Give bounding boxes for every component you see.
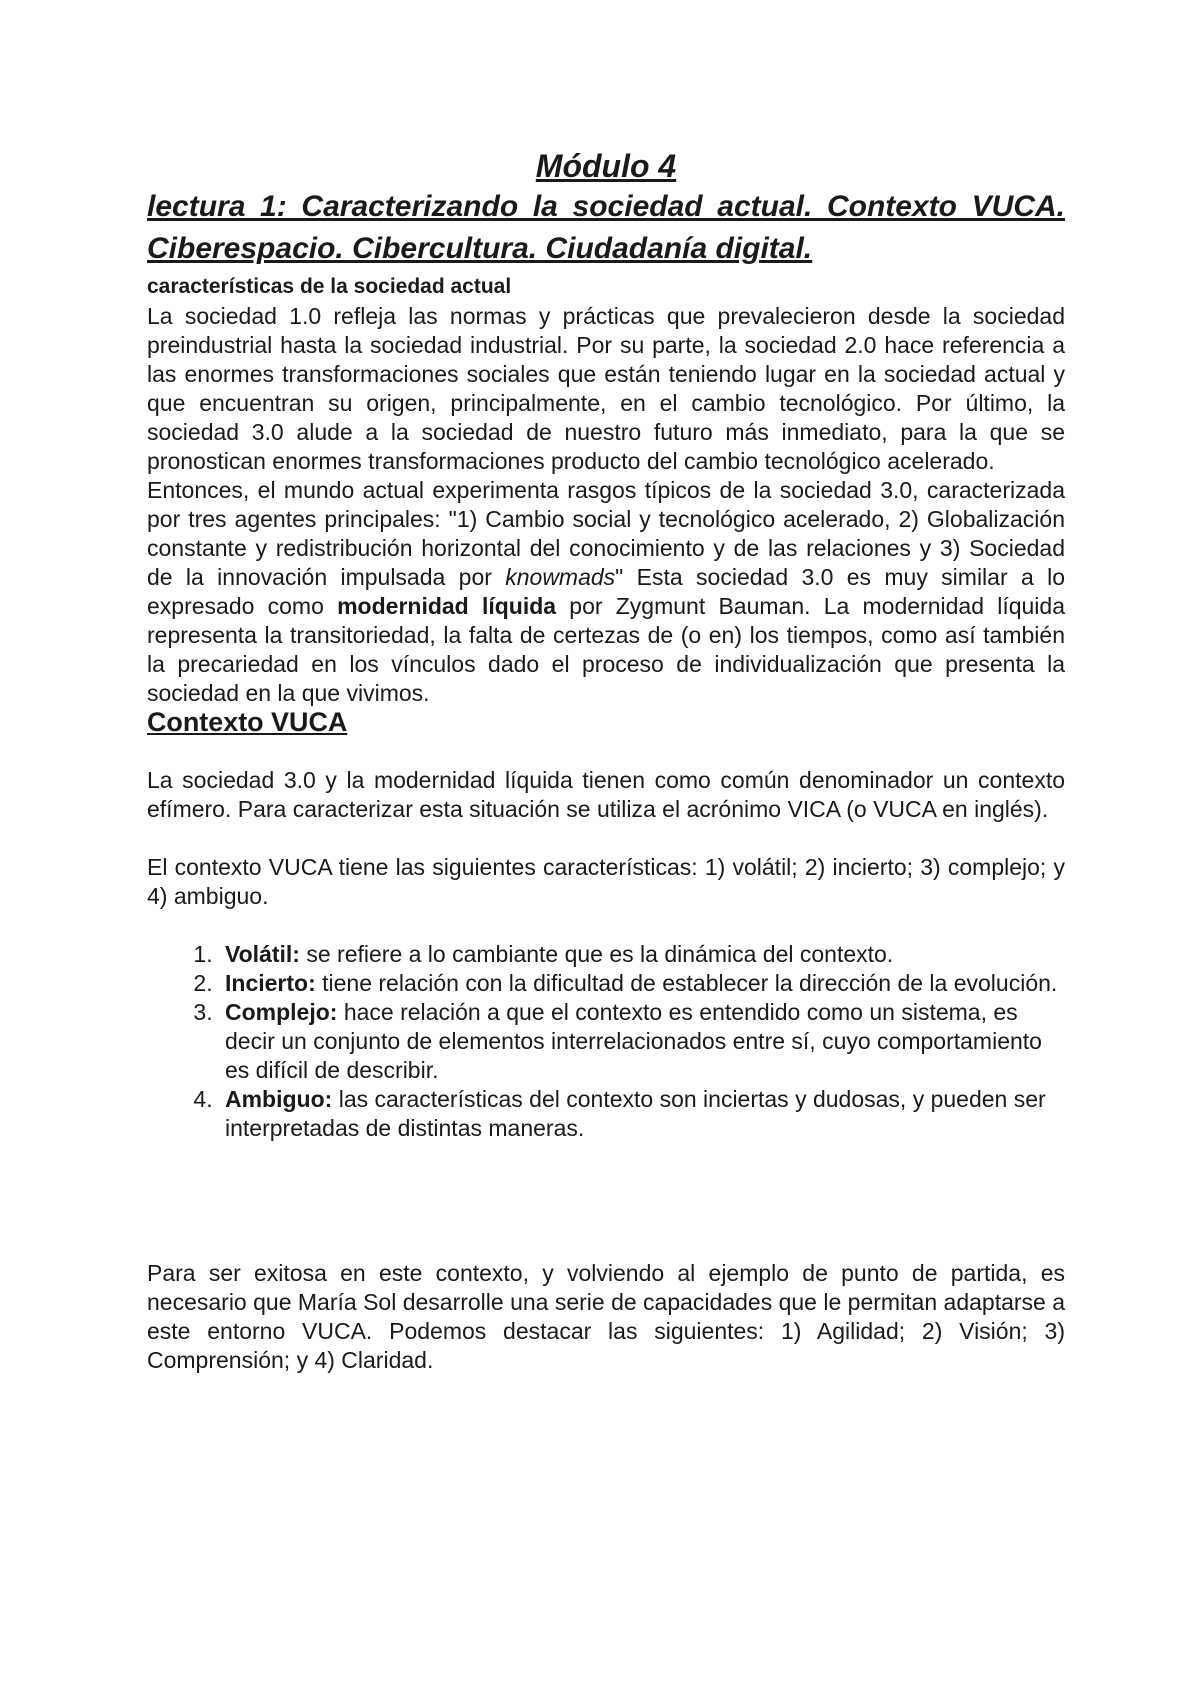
list-item [219,969,1065,998]
spacer [147,737,1065,766]
section-heading-sociedad-actual: características de la sociedad actual [147,275,512,298]
paragraph-text: " Esta sociedad 3.0 es muy similar a lo expresado como [147,564,1065,619]
list-text: hace relación a que el contexto es entendido como un sistema, es decir un conjunto de elementos interrelacionados entre sí, cuyo comportamiento es difícil de describir. [225,999,1042,1083]
paragraph-sociedad-versions: La sociedad 1.0 refleja las normas y prácticas que prevalecieron desde la sociedad preindustrial hasta la sociedad industrial. Por su parte, la sociedad 2.0 hace referencia a las enormes transformaciones sociales que están teniendo lugar en la sociedad actual y que encuentran su origen, principalmente, en el cambio tecnológico. Por último, la sociedad 3.0 alude a la sociedad de nuestro futuro más inmediato, para la que se pronostican enormes transformaciones producto del cambio tecnológico acelerado. [147,303,1065,474]
spacer [147,1143,1065,1259]
knowmads-term: knowmads [505,564,616,590]
list-item [219,940,1065,969]
list-term: Complejo: [225,999,338,1025]
spacer [147,824,1065,853]
paragraph-maria-sol: Para ser exitosa en este contexto, y volviendo al ejemplo de punto de partida, es necesario que María Sol desarrolle una serie de capacidades que le permitan adaptarse a este entorno VUCA. Podemos destacar las siguientes: 1) Agilidad; 2) Visión; 3) Comprensión; y 4) Claridad. [147,1260,1066,1373]
list-term: Volátil: [225,941,300,967]
spacer [147,911,1065,940]
document-page [147,146,1065,1375]
modernidad-liquida-term: modernidad líquida [337,593,557,619]
list-item [219,998,1065,1085]
list-term: Ambiguo: [225,1086,333,1112]
paragraph-contexto-efimero: La sociedad 3.0 y la modernidad líquida tienen como común denominador un contexto efímero. Para caracterizar esta situación se utiliza el acrónimo VICA (o VUCA en inglés). [147,767,1065,822]
paragraph-vuca-caracteristicas: El contexto VUCA tiene las siguientes características: 1) volátil; 2) incierto; 3) complejo; y 4) ambiguo. [147,854,1065,909]
paragraph-sociedad-3-0 [147,476,1065,708]
list-item [219,1085,1065,1143]
list-text: tiene relación con la dificultad de establecer la dirección de la evolución. [315,970,1058,996]
vuca-list [147,940,1065,1143]
list-text: las características del contexto son inciertas y dudosas, y pueden ser interpretadas de distintas maneras. [225,1086,1046,1141]
list-term: Incierto: [225,970,316,996]
paragraph-text: por Zygmunt Bauman. La modernidad líquida representa la transitoriedad, la falta de certezas de (o en) los tiempos, como así también la precariedad en los vínculos dado el proceso de individualización que presenta la sociedad en la que vivimos. [147,593,1065,706]
paragraph-text: Entonces, el mundo actual experimenta rasgos típicos de la sociedad 3.0, caracterizada por tres agentes principales: "1) Cambio social y tecnológico acelerado, 2) Globalización constante y redistribución horizontal del conocimiento y de las relaciones y 3) Sociedad de la innovación impulsada por [147,477,1065,590]
list-text: se refiere a lo cambiante que es la dinámica del contexto. [299,941,894,967]
section-heading-contexto-vuca: Contexto VUCA [147,707,348,737]
document-subtitle: lectura 1: Caracterizando la sociedad actual. Contexto VUCA. Ciberespacio. Cibercultura. Ciudadanía digital. [147,190,1065,265]
document-title: Módulo 4 [535,148,677,184]
